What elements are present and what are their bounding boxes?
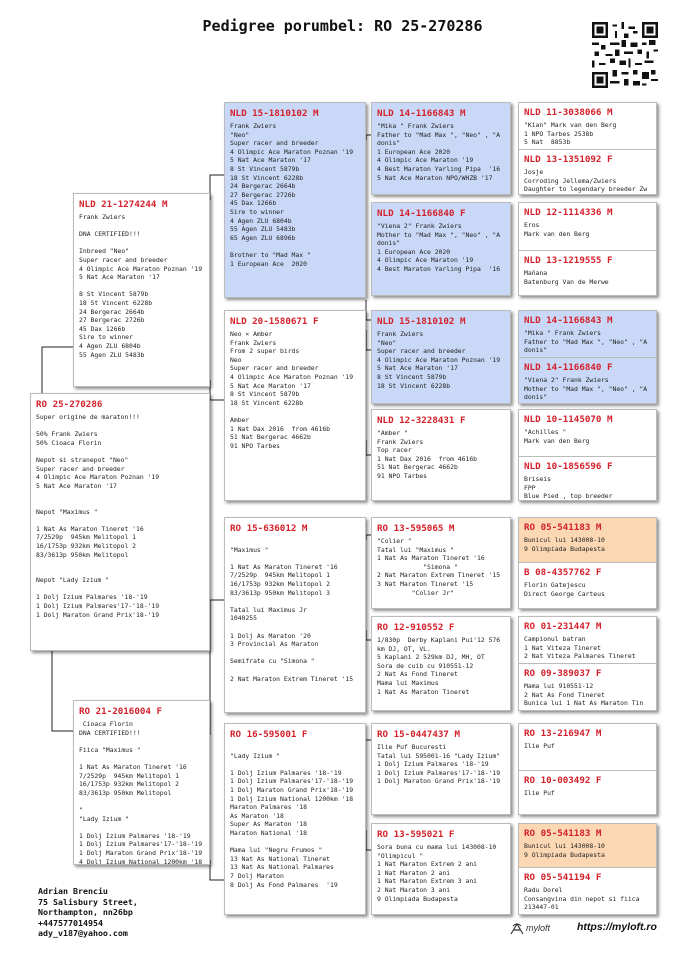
gen4-info: Josje Corroding Jellema/Zwiers Daughter to legendary breeder Zw [524, 168, 648, 194]
great-grandparent-card[interactable] [371, 202, 511, 296]
gen4-ring: NLD 13-1219555 F [524, 255, 613, 266]
gen4-ring: B 08-4357762 F [524, 567, 602, 578]
grandparent-card[interactable] [224, 102, 366, 298]
great-grandparent-card[interactable] [371, 823, 511, 915]
owner-contact [38, 886, 138, 939]
grandparent-card[interactable] [224, 723, 366, 915]
gg-info: Frank Zwiers "Neo" Super racer and breeder 4 Olimpic Ace Maraton Poznan '19 5 Nat Ace Maraton '17 8 St Vincent 5879b 18 St Vincent 6228b [377, 330, 501, 390]
grandparent-ring: RO 16-595001 F [230, 729, 308, 740]
gen4-ring: NLD 11-3038066 M [524, 107, 613, 118]
gen4-entry [519, 824, 656, 867]
gen4-info: Bunicul lui 143008-10 9 Olimpiada Budapesta [524, 842, 605, 859]
gen4-pair-card[interactable] [518, 202, 657, 296]
gen4-entry [519, 203, 656, 250]
gen4-ring: RO 05-541183 M [524, 522, 602, 533]
gg-ring: RO 12-910552 F [377, 622, 455, 633]
gen4-ring: NLD 14-1166840 F [524, 362, 613, 373]
subject-card[interactable] [30, 393, 210, 651]
gen4-info: Eros Mark van den Berg [524, 221, 590, 238]
parent-info: Frank Zwiers DNA CERTIFIED!!! Inbreed "Neo" Super racer and breeder 4 Olimpic Ace Maraton Poznan '19 5 Nat Ace Maraton '17 8 St Vincent 5879b 18 St Vincent 6228b 24 Bergerac 2664b 27 Bergerac 2726b 45 Dax 1266b Sire to winner 4 Agen ZLU 6804b 55 Agen ZLU 5483b [79, 213, 203, 359]
gen4-pair-card[interactable] [518, 616, 657, 711]
gen4-entry [519, 410, 656, 456]
gen4-info: "Kian" Mark van den Berg 1 NPO Tarbes 2538b 5 Nat 8853b [524, 121, 617, 147]
page-title: Pedigree porumbel: RO 25-270286 [202, 17, 483, 35]
gg-ring: NLD 14-1166840 F [377, 208, 466, 219]
owner-address-line2: Northampton, nn26bp [38, 907, 133, 917]
great-grandparent-card[interactable] [371, 616, 511, 711]
grandparent-card[interactable] [224, 517, 366, 713]
gg-info: Ilie Puf Bucuresti Tatal lui 595001-16 "Lady Izium" 1 Dolj Izium Palmares '18-'19 1 Dolj Izium Palmares'17-'18-'19 1 Dolj Maraton Grand Prix'18-'19 [377, 743, 501, 786]
gen4-entry [519, 724, 656, 770]
subject-ring: RO 25-270286 [36, 399, 103, 410]
gen4-info: Florin Gatejescu Direct George Carteus [524, 581, 605, 598]
grandparent-info: "Lady Izium " 1 Dolj Izium Palmares '18-'19 1 Dolj Izium Palmares'17-'18-'19 1 Dolj Maraton Grand Prix'18-'19 1 Dolj Izium National 1200km '18 Maraton Palmares '18 As Maraton '18 Super As Maraton '18 Maraton National '18 Mama lui "Negru Frumos " 13 Nat As National Tineret 13 Nat As National Palmares 7 Dolj Maraton 8 Dolj As Fond Palmares '19 [230, 751, 354, 889]
gg-ring: RO 13-595021 F [377, 829, 455, 840]
myloft-logo-icon [509, 922, 525, 936]
grandparent-ring: RO 15-636012 M [230, 523, 308, 534]
gg-ring: NLD 15-1810102 M [377, 316, 466, 327]
gen4-ring: NLD 10-1856596 F [524, 461, 613, 472]
gen4-pair-card[interactable] [518, 409, 657, 501]
gen4-pair-card[interactable] [518, 310, 657, 404]
gen4-entry [519, 562, 656, 609]
gg-info: "Viena 2" Frank Zwiers Mother to "Mad Max ", "Neo" , "A donis" 1 European Ace 2020 4 Olimpic Ace Maraton '19 4 Best Maraton Yarling Pipa '16 [377, 222, 501, 273]
gen4-entry [519, 867, 656, 915]
gen4-entry [519, 456, 656, 501]
gen4-pair-card[interactable] [518, 723, 657, 815]
website-link[interactable]: https://myloft.ro [577, 921, 657, 933]
gen4-info: Ilie Puf [524, 742, 555, 750]
great-grandparent-card[interactable] [371, 517, 511, 609]
gen4-ring: RO 13-216947 M [524, 728, 602, 739]
gen4-pair-card[interactable] [518, 102, 657, 195]
gen4-pair-card[interactable] [518, 823, 657, 915]
gen4-ring: NLD 10-1145070 M [524, 414, 613, 425]
gen4-info: "Mika " Frank Zwiers Father to "Mad Max ", "Neo" , "A donis" [524, 329, 648, 355]
owner-phone: +447577014954 [38, 917, 103, 928]
gg-info: "Colier " Tatal lui "Maximus " 1 Nat As Maraton Tineret '16 "Simona " 2 Nat Maraton Extrem Tineret '15 3 Nat Maraton Tineret '15 "Colier Jr" [377, 537, 501, 597]
gen4-entry [519, 663, 656, 711]
gen4-entry [519, 518, 656, 562]
gg-info: "Mika " Frank Zwiers Father to "Mad Max ", "Neo" , "A donis" 1 European Ace 2020 4 Olimpic Ace Maraton '19 4 Best Maraton Yarling Pipa '16 5 Nat Ace Maraton NPO/WHZB '17 [377, 122, 501, 182]
gen4-entry [519, 149, 656, 195]
gen4-entry [519, 770, 656, 815]
grandparent-info: Neo × Amber Frank Zwiers From 2 super birds Neo Super racer and breeder 4 Olimpic Ace Maraton Poznan '19 5 Nat Ace Maraton '17 8 St Vincent 5879b 18 St Vincent 6228b Amber 1 Nat Dax 2016 from 4616b 51 Nat Bergerac 4662b 91 NPO Tarbes [230, 330, 354, 450]
gg-ring: RO 15-0447437 M [377, 729, 460, 740]
great-grandparent-card[interactable] [371, 102, 511, 195]
gg-info: Sora buna cu mama lui 143008-10 "Olimpicul " 1 Nat Maraton Extrem 2 ani 1 Nat Maraton 2 ani 1 Nat Maraton Extrem 3 ani 2 Nat Maraton 3 ani 9 Olimpiada Budapesta [377, 843, 497, 903]
gg-ring: NLD 12-3228431 F [377, 415, 466, 426]
gg-info: 1/830p Derby Kaplani Pui'12 576 km DJ, OT, VL. 5 Kaplani 2 529km DJ, MH, OT Sora de cuib cu 910551-12 2 Nat As Fond Tineret Mama lui Maximus 1 Nat As Maraton Tineret [377, 636, 501, 696]
gen4-entry [519, 250, 656, 296]
grandparent-info: Frank Zwiers "Neo" Super racer and breeder 4 Olimpic Ace Maraton Poznan '19 5 Nat Ace Maraton '17 8 St Vincent 5879b 18 St Vincent 6228b 24 Bergerac 2664b 27 Bergerac 2726b 45 Dax 1266b Sire to winner 4 Agen ZLU 6804b 55 Agen ZLU 5483b 65 Agen ZLU 6896b Brother to "Mad Max " 1 European Ace 2020 [230, 122, 354, 268]
gen4-info: Campionul batran 1 Nat Viteza Tineret 2 Nat Viteza Palmares Tineret [524, 635, 636, 661]
owner-email[interactable]: ady_v187@yahoo.com [38, 928, 128, 938]
gen4-info: "Achilles " Mark van den Berg [524, 428, 590, 445]
great-grandparent-card[interactable] [371, 409, 511, 501]
gen4-ring: RO 09-389037 F [524, 668, 602, 679]
gen4-info: "Viena 2" Frank Zwiers Mother to "Mad Max ", "Neo" , "A donis" [524, 376, 648, 402]
gg-ring: RO 13-595065 M [377, 523, 455, 534]
gen4-pair-card[interactable] [518, 517, 657, 609]
parent-info: Cioaca Florin DNA CERTIFIED!!! Fiica "Maximus " 1 Nat As Maraton Tineret '16 7/2529p 945km Melitopol 1 16/1753p 932km Melitopol 2 83/3613p 950km Melitopol " "Lady Izium " 1 Dolj Izium Palmares '18-'19 1 Dolj Izium Palmares'17-'18-'19 1 Dolj Maraton Grand Prix'18-'19 4 Dolj Izium National 1200km '18 [79, 720, 203, 865]
gen4-ring: RO 05-541194 F [524, 872, 602, 883]
gen4-entry [519, 103, 656, 149]
gen4-entry [519, 357, 656, 404]
gen4-entry [519, 617, 656, 663]
parent-ring: RO 21-2016004 F [79, 706, 162, 717]
parent-card-sire[interactable] [73, 193, 210, 387]
gen4-entry [519, 311, 656, 357]
brand-logo-text: myloft [526, 923, 551, 933]
owner-name: Adrian Brenciu [38, 886, 108, 896]
great-grandparent-card[interactable] [371, 723, 511, 815]
parent-card-dam[interactable] [73, 700, 210, 865]
gen4-info: Briseis FPP Blue Pied , top breeder [524, 475, 613, 501]
gen4-ring: RO 05-541183 M [524, 828, 602, 839]
grandparent-card[interactable] [224, 310, 366, 501]
great-grandparent-card[interactable] [371, 310, 511, 404]
gg-info: "Amber " Frank Zwiers Top racer 1 Nat Dax 2016 from 4616b 51 Nat Bergerac 4662b 91 NPO Tarbes [377, 429, 478, 480]
gen4-ring: RO 10-003492 F [524, 775, 602, 786]
gen4-info: Radu Dorel Consangvina din nepot si fiica 213447-01 [524, 886, 640, 912]
parent-ring: NLD 21-1274244 M [79, 199, 168, 210]
gen4-ring: RO 01-231447 M [524, 621, 602, 632]
gen4-info: Mañana Batenburg Van de Merwe [524, 269, 609, 286]
subject-info: Super origine de maraton!!! 50% Frank Zwiers 50% Cioaca Florin Nepot si stranepot "Neo" Super racer and breeder 4 Olimpic Ace Maraton Poznan '19 5 Nat Ace Maraton '17 Nepot "Maximus " 1 Nat As Maraton Tineret '16 7/2529p 945km Melitopol 1 16/1753p 932km Melitopol 2 83/3613p 950km Melitopol Nepot "Lady Izium " 1 Dolj Izium Palmares '18-'19 1 Dolj Izium Palmares'17-'18-'19 1 Dolj Maraton Grand Prix'18-'19 [36, 413, 160, 619]
gen4-info: Mama lui 910551-12 2 Nat As Fond Tineret Bunica lui 1 Nat As Maraton Tin [524, 682, 644, 708]
grandparent-info: "Maximus " 1 Nat As Maraton Tineret '16 7/2529p 945km Melitopol 1 16/1753p 932km Melitopol 2 83/3613p 950km Melitopol 3 Tatal lui Maximus Jr 1040255 1 Dolj As Maraton '20 3 Provincial As Maraton Semifrate cu "Simona " 2 Nat Maraton Extrem Tineret '15 [230, 545, 354, 683]
owner-address-line1: 75 Salisbury Street, [38, 896, 138, 907]
gen4-info: Bunicul lui 143008-10 9 Olimpiada Budapesta [524, 536, 605, 553]
gen4-ring: NLD 13-1351092 F [524, 154, 613, 165]
gen4-info: Ilie Puf [524, 789, 555, 797]
grandparent-ring: NLD 15-1810102 M [230, 108, 319, 119]
gen4-ring: NLD 12-1114336 M [524, 207, 613, 218]
gen4-ring: NLD 14-1166843 M [524, 315, 613, 326]
gg-ring: NLD 14-1166843 M [377, 108, 466, 119]
grandparent-ring: NLD 20-1580671 F [230, 316, 319, 327]
